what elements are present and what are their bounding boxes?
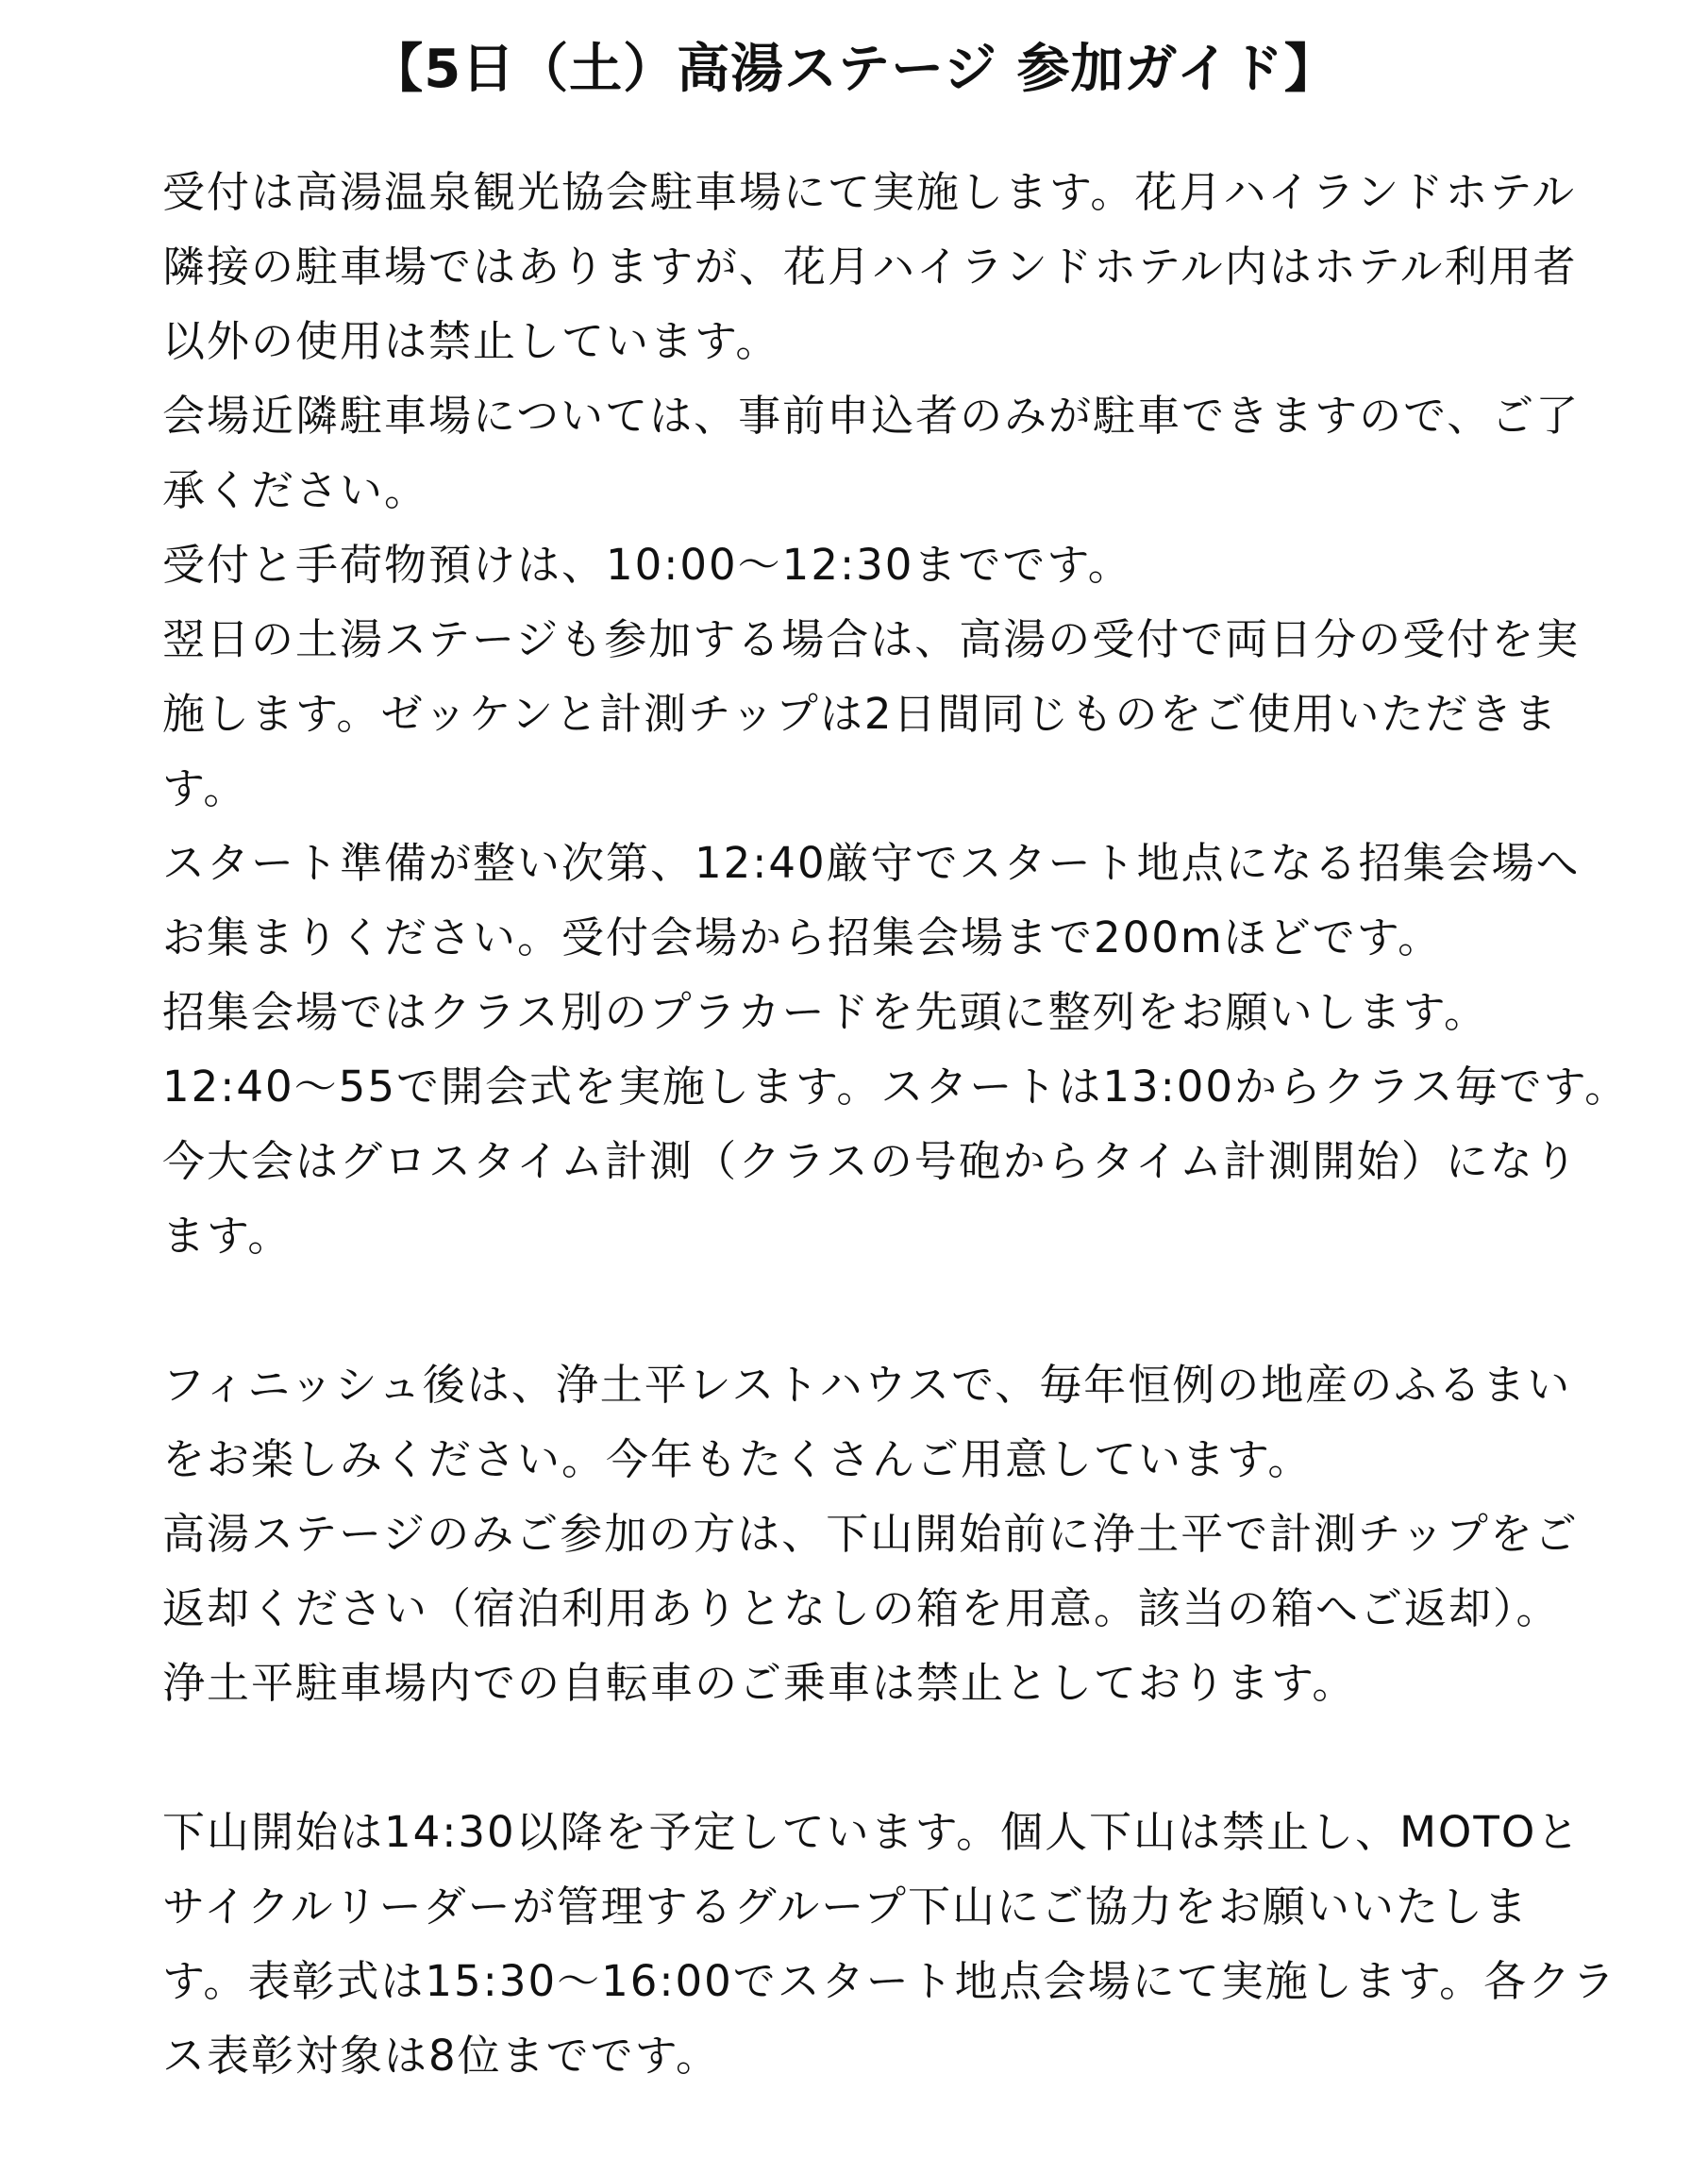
body-line: 今大会はグロスタイム計測（クラスの号砲からタイム計測開始）になり: [162, 1136, 1579, 1186]
paragraph-gap: [162, 1273, 1559, 1347]
body-line: お集まりください。受付会場から招集会場まで200mほどです。: [162, 912, 1443, 962]
body-line: をお楽しみください。今年もたくさんご用意しています。: [162, 1434, 1313, 1484]
body-line: 承ください。: [162, 465, 429, 515]
body-line: スタート準備が整い次第、12:40厳守でスタート地点になる招集会場へ: [162, 838, 1581, 888]
body-line: す。表彰式は15:30～16:00でスタート地点会場にて実施します。各クラ: [162, 1956, 1617, 2006]
body-line: 高湯ステージのみご参加の方は、下山開始前に浄土平で計測チップをご: [162, 1509, 1579, 1559]
body-line: サイクルリーダーが管理するグループ下山にご協力をお願いいたしま: [162, 1882, 1530, 1932]
body-line: 以外の使用は禁止しています。: [162, 316, 780, 366]
paragraph-gap: [162, 1720, 1559, 1795]
body-line: 下山開始は14:30以降を予定しています。個人下山は禁止し、MOTOと: [162, 1807, 1582, 1857]
body-line: 施します。ゼッケンと計測チップは2日間同じものをご使用いただきま: [162, 689, 1559, 739]
body-line: フィニッシュ後は、浄土平レストハウスで、毎年恒例の地産のふるまい: [162, 1360, 1572, 1410]
body-line: 受付は高湯温泉観光協会駐車場にて実施します。花月ハイランドホテル: [162, 167, 1577, 217]
body-line: 返却ください（宿泊利用ありとなしの箱を用意。該当の箱へご返却）。: [162, 1583, 1561, 1633]
body-line: 招集会場ではクラス別のプラカードを先頭に整列をお願いします。: [162, 987, 1489, 1037]
guide-body: [162, 155, 1630, 2093]
body-line: 隣接の駐車場ではありますが、花月ハイランドホテル内はホテル利用者: [162, 242, 1578, 292]
body-line: す。: [162, 763, 248, 813]
page-title: 【5日（土）高湯ステージ 参加ガイド】: [370, 39, 1338, 100]
body-line: 会場近隣駐車場については、事前申込者のみが駐車できますので、ご了: [162, 391, 1581, 441]
body-line: 受付と手荷物預けは、10:00～12:30までです。: [162, 540, 1132, 590]
body-line: ます。: [162, 1211, 293, 1261]
body-line: 浄土平駐車場内での自転車のご乗車は禁止としております。: [162, 1658, 1357, 1708]
body-line: 翌日の土湯ステージも参加する場合は、高湯の受付で両日分の受付を実: [162, 614, 1581, 664]
body-line: 12:40～55で開会式を実施します。スタートは13:00からクラス毎です。: [162, 1062, 1630, 1112]
body-line: ス表彰対象は8位までです。: [162, 2031, 721, 2081]
